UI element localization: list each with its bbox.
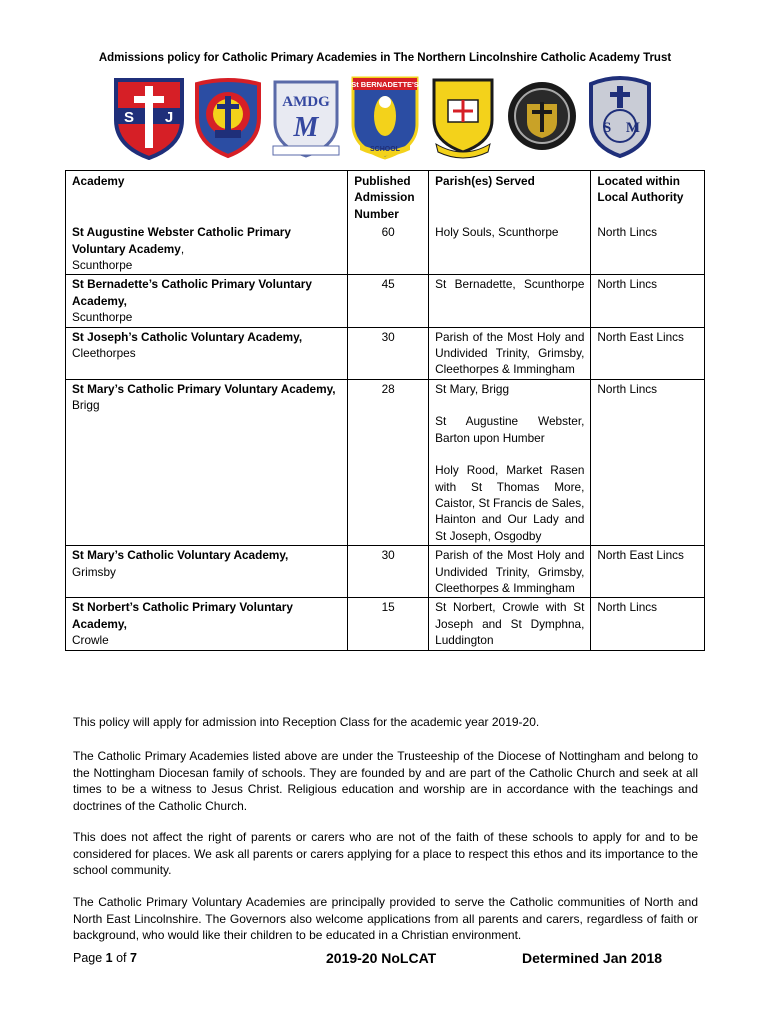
academy-cell <box>66 327 348 379</box>
academy-town: Brigg <box>72 398 100 413</box>
page-of: of <box>112 951 130 965</box>
pan-cell: 30 <box>348 546 429 598</box>
determined-date: Determined Jan 2018 <box>522 950 663 966</box>
st-bernadettes-crest-icon <box>348 74 422 160</box>
crest-letter-s2: S <box>602 120 612 136</box>
authority-cell: North Lincs <box>591 379 705 545</box>
crest-bernadette-banner: St BERNADETTE'S <box>350 80 419 89</box>
parish-cell: Holy Souls, Scunthorpe <box>429 223 591 275</box>
page-prefix: Page <box>73 951 106 965</box>
cross-shield-crest-icon <box>191 74 265 160</box>
header-academy: Academy <box>66 171 348 224</box>
academy-name: St Norbert’s Catholic Primary Voluntary Academy, <box>72 600 293 631</box>
academy-name: St Bernadette’s Catholic Primary Voluntary Academy, <box>72 277 312 308</box>
circular-crest-icon <box>505 74 579 160</box>
academy-cell <box>66 546 348 598</box>
pan-cell: 28 <box>348 379 429 545</box>
parish-cell: Parish of the Most Holy and Undivided Trinity, Grimsby, Cleethorpes & Immingham <box>429 327 591 379</box>
crest-amdg-text: AMDG <box>282 94 330 110</box>
community-paragraph: The Catholic Primary Voluntary Academies are principally provided to serve the Catholic communities of North and North East Lincolnshire. The Governors also welcome applications from all parents and carers, regardless of faith or background, who would like their children to be educated in a Christian environment. <box>73 895 698 943</box>
academy-town: Grimsby <box>72 564 116 579</box>
pan-cell: 45 <box>348 275 429 327</box>
table-row <box>66 546 705 598</box>
academy-town: Crowle <box>72 633 109 648</box>
parish-line: St Mary, Brigg <box>435 381 510 396</box>
parish-cell: St Norbert, Crowle with St Joseph and St Dymphna, Luddington <box>429 598 591 650</box>
authority-cell: North Lincs <box>591 223 705 275</box>
academies-table <box>65 170 705 651</box>
academy-cell <box>66 598 348 650</box>
table-row <box>66 598 705 650</box>
crest-letter-m: M <box>625 120 641 136</box>
pan-cell: 60 <box>348 223 429 275</box>
table-header-row <box>66 171 705 224</box>
parish-line: Holy Rood, Market Rasen with St Thomas More, Caistor, St Francis de Sales, Hainton and Our Lady and St Joseph, Osgodby <box>435 463 585 543</box>
academy-cell <box>66 275 348 327</box>
table-row <box>66 379 705 545</box>
academy-cell <box>66 379 348 545</box>
academy-name: St Joseph’s Catholic Voluntary Academy, <box>72 329 303 344</box>
table-row <box>66 223 705 275</box>
table-row <box>66 275 705 327</box>
authority-cell: North Lincs <box>591 275 705 327</box>
document-code: 2019-20 NoLCAT <box>326 950 437 966</box>
academy-name: St Mary’s Catholic Primary Voluntary Academy, <box>72 381 336 396</box>
sm-crest-icon <box>583 74 657 160</box>
document-title: Admissions policy for Catholic Primary Academies in The Northern Lincolnshire Catholic Academy Trust <box>98 52 672 64</box>
academy-town: Scunthorpe <box>72 310 133 325</box>
pan-cell: 30 <box>348 327 429 379</box>
amdg-crest-icon <box>269 74 343 160</box>
authority-cell: North East Lincs <box>591 546 705 598</box>
header-pan: Published Admission Number <box>348 171 429 224</box>
academy-name-suffix: , <box>180 241 185 256</box>
academy-town: Scunthorpe <box>72 258 133 273</box>
book-crest-icon <box>426 74 500 160</box>
parish-line: St Augustine Webster, Barton upon Humber <box>435 414 585 445</box>
page-footer <box>73 950 693 970</box>
table-row <box>66 327 705 379</box>
parish-cell: St Bernadette, Scunthorpe <box>429 275 591 327</box>
authority-cell: North East Lincs <box>591 327 705 379</box>
header-parish: Parish(es) Served <box>429 171 591 224</box>
crest-letter-j: J <box>164 109 174 126</box>
page-current: 1 <box>105 951 113 965</box>
crest-letter-s: S <box>123 109 135 126</box>
parish-cell <box>429 379 591 545</box>
page-total: 7 <box>130 951 137 965</box>
pan-cell: 15 <box>348 598 429 650</box>
header-authority: Located within Local Authority <box>591 171 705 224</box>
page-number <box>73 951 137 965</box>
academy-name: St Mary’s Catholic Voluntary Academy, <box>72 548 289 563</box>
academy-town: Cleethorpes <box>72 346 136 361</box>
crest-row <box>112 74 657 160</box>
parish-cell: Parish of the Most Holy and Undivided Trinity, Grimsby, Cleethorpes & Immingham <box>429 546 591 598</box>
academy-name: St Augustine Webster Catholic Primary Voluntary Academy <box>72 225 291 256</box>
rights-paragraph: This does not affect the right of parents or carers who are not of the faith of these schools to apply for and to be considered for places. We ask all parents or carers applying for a place to respect this ethos and its importance to the school community. <box>73 830 698 878</box>
trusteeship-paragraph: The Catholic Primary Academies listed above are under the Trusteeship of the Diocese of Nottingham and belong to the Nottingham Diocesan family of schools. They are founded by and are part of the Catholic Church and seek at all times to be a witness to Jesus Christ. Religious education and worship are in accordance with the teachings and doctrines of the Catholic Church. <box>73 749 698 813</box>
sj-crest-icon <box>112 74 186 160</box>
crest-amdg-letter: M <box>293 112 319 143</box>
authority-cell: North Lincs <box>591 598 705 650</box>
academy-cell <box>66 223 348 275</box>
policy-paragraph: This policy will apply for admission into Reception Class for the academic year 2019-20. <box>73 715 540 729</box>
crest-bernadette-school: SCHOOL <box>369 146 400 153</box>
